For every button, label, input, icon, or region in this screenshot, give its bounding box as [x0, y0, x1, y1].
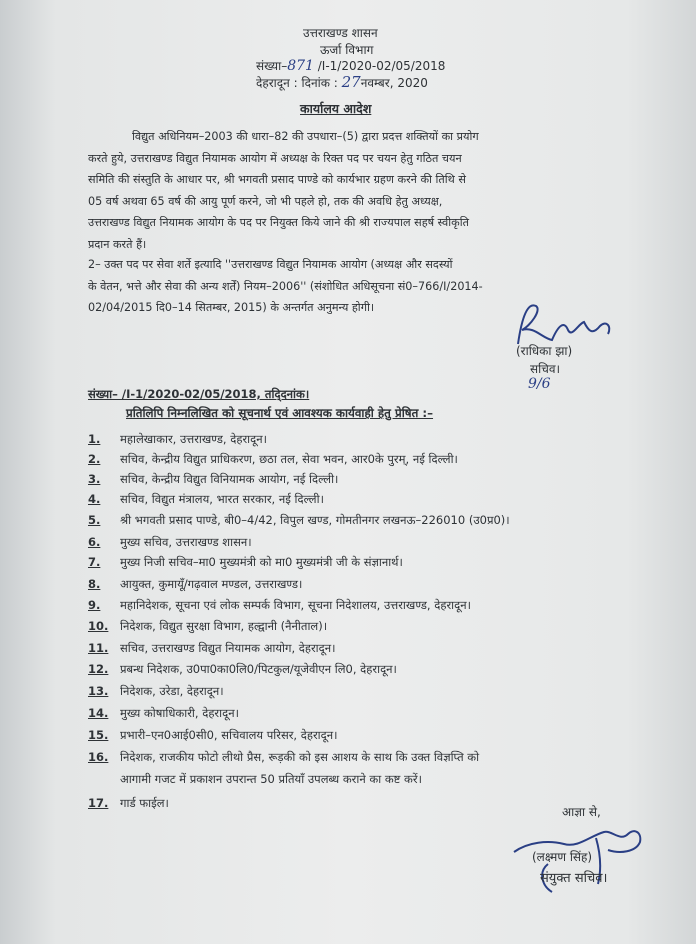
- order-number: संख्या–871 /I-1/2020-02/05/2018: [256, 58, 446, 74]
- order-title: कार्यालय आदेश: [300, 101, 372, 116]
- paragraph-line: 05 वर्ष अथवा 65 वर्ष की आयु पूर्ण करने, जो भी पहले हो, तक की अवधि हेतु अध्यक्ष,: [88, 194, 443, 208]
- secretary-name: (राधिका झा): [516, 344, 573, 358]
- list-item: 7. मुख्य निजी सचिव–मा0 मुख्यमंत्री को मा0 मुख्यमंत्री जी के संज्ञानार्थ।: [88, 555, 403, 569]
- paragraph-line: करते हुये, उत्तराखण्ड विद्युत नियामक आयोग में अध्यक्ष के रिक्त पद पर चयन हेतु गठित चयन: [88, 151, 462, 165]
- list-item: 16. निदेशक, राजकीय फोटो लीथो प्रैस, रूड़की को इस आशय के साथ कि उक्त विज्ञप्ति को: [88, 750, 480, 764]
- list-item: 11. सचिव, उत्तराखण्ड विद्युत नियामक आयोग, देहरादून।: [88, 641, 336, 655]
- order-paragraph-1: [88, 126, 479, 255]
- govt-name: उत्तराखण्ड शासन: [303, 26, 378, 40]
- department-name: ऊर्जा विभाग: [320, 43, 374, 57]
- list-item: 15. प्रभारी–एन0आई0सी0, सचिवालय परिसर, देहरादून।: [88, 728, 338, 742]
- list-item: 13. निदेशक, उरेडा, देहरादून।: [88, 684, 224, 698]
- paragraph-line: 2– उक्त पद पर सेवा शर्ते इत्यादि ''उत्तराखण्ड विद्युत नियामक आयोग (अध्यक्ष और सदस्यों: [88, 258, 453, 271]
- initials-mark: 9/6: [528, 376, 551, 392]
- order-date: देहरादून : दिनांक : 27नवम्बर, 2020: [256, 73, 428, 91]
- paragraph-line: के वेतन, भत्ते और सेवा की अन्य शर्तें) नियम–2006'' (संशोधित अधिसूचना सं0–766/I/2014-: [88, 279, 483, 293]
- copy-number: संख्या– /I-1/2020-02/05/2018, तद्‍दिनांक।: [88, 387, 310, 401]
- copy-heading: प्रतिलिपि निम्नलिखित को सूचनार्थ एवं आवश्यक कार्यवाही हेतु प्रेषित :–: [126, 406, 434, 420]
- order-by-text: आज्ञा से,: [562, 805, 601, 819]
- list-item: 4. सचिव, विद्युत मंत्रालय, भारत सरकार, नई दिल्ली।: [88, 492, 324, 506]
- paragraph-line: विद्युत अधिनियम–2003 की धारा–82 की उपधारा–(5) द्वारा प्रदत्त शक्तियों का प्रयोग: [132, 130, 479, 143]
- list-item: 6. मुख्य सचिव, उत्तराखण्ड शासन।: [88, 535, 252, 549]
- list-item: 2. सचिव, केन्द्रीय विद्युत प्राधिकरण, छठा तल, सेवा भवन, आर0के पुरम्, नई दिल्ली।: [88, 452, 458, 466]
- paragraph-line: समिति की संस्तुति के आधार पर, श्री भगवती प्रसाद पाण्डे को कार्यभार ग्रहण करने की तिथि से: [88, 173, 466, 186]
- list-item: 9. महानिदेशक, सूचना एवं लोक सम्पर्क विभाग, सूचना निदेशालय, उत्तराखण्ड, देहरादून।: [88, 598, 471, 612]
- list-item: 8. आयुक्त, कुमायूँ/गढ़वाल मण्डल, उत्तराखण्ड।: [88, 577, 303, 591]
- paragraph-line: 02/04/2015 दि0–14 सितम्बर, 2015) के अन्तर्गत अनुमन्य होगी।: [88, 301, 375, 314]
- handwritten-date: 27: [341, 73, 361, 91]
- list-item: 3. सचिव, केन्द्रीय विद्युत विनियामक आयोग, नई दिल्ली।: [88, 472, 339, 486]
- list-item: 5. श्री भगवती प्रसाद पाण्डे, बी0–4/42, विपुल खण्ड, गोमतीनगर लखनऊ–226010 (उ0प्र0)।: [88, 513, 510, 527]
- list-item: 12. प्रबन्ध निदेशक, उ0पा0का0लि0/पिटकुल/यूजेवीएन लि0, देहरादून।: [88, 662, 397, 676]
- joint-secretary-designation: संयुक्त सचिव।: [540, 871, 608, 886]
- list-item: 17. गार्ड फाईल।: [88, 796, 169, 810]
- paragraph-line: उत्तराखण्ड विद्युत नियामक आयोग के पद पर नियुक्त किये जाने की श्री राज्यपाल सहर्ष स्वीकृति: [88, 216, 469, 229]
- paragraph-line: प्रदान करते हैं।: [88, 237, 147, 251]
- secretary-designation: सचिव।: [530, 362, 561, 376]
- list-item: 14. मुख्य कोषाधिकारी, देहरादून।: [88, 706, 239, 720]
- joint-secretary-name: (लक्ष्मण सिंह): [532, 850, 593, 864]
- list-item: 10. निदेशक, विद्युत सुरक्षा विभाग, हल्द्वानी (नैनीताल)।: [88, 619, 328, 633]
- list-item: आगामी गजट में प्रकाशन उपरान्त 50 प्रतियाँ उपलब्ध कराने का कष्ट करें।: [120, 772, 422, 786]
- list-item: 1. महालेखाकार, उत्तराखण्ड, देहरादून।: [88, 432, 267, 446]
- handwritten-number: 871: [287, 58, 314, 74]
- order-paragraph-2: [88, 254, 483, 319]
